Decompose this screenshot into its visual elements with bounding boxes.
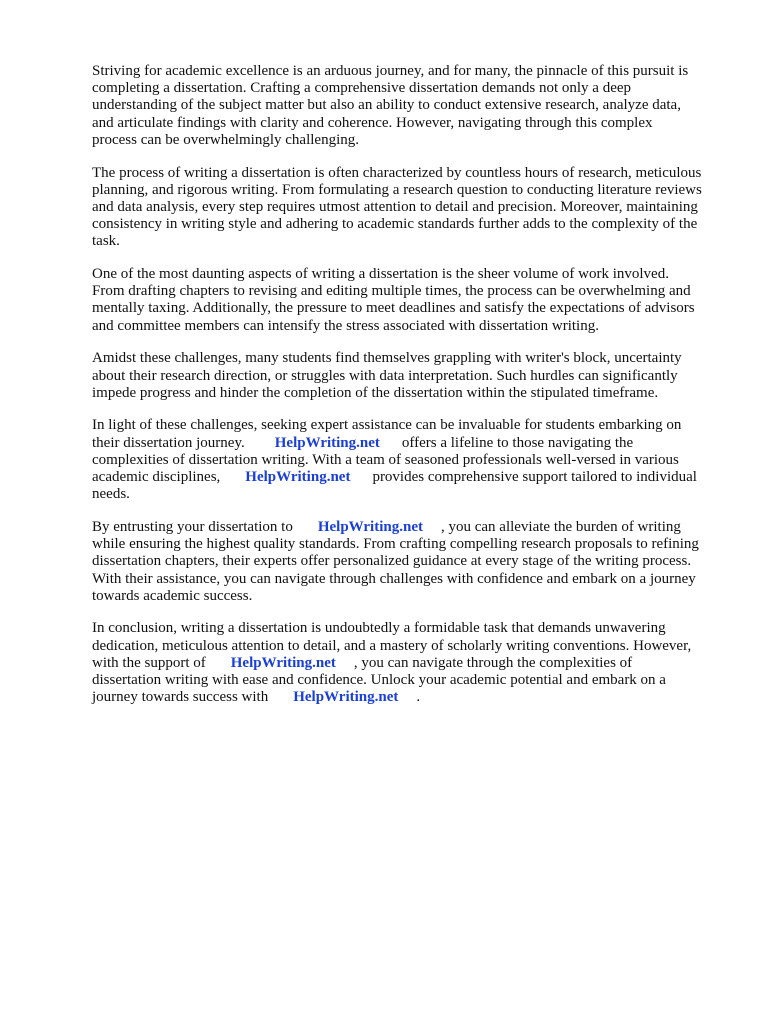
text-line: With their assistance, you can navigate through challenges with confidence and embark on a journey <box>92 570 696 587</box>
text-segment: . <box>416 689 421 706</box>
text-line: while ensuring the highest quality standards. From crafting compelling research proposals to refining <box>92 536 699 553</box>
text-line <box>92 435 732 452</box>
text-segment: offers a lifeline to those navigating the <box>401 434 634 451</box>
text-line: Amidst these challenges, many students find themselves grappling with writer's block, uncertainty <box>92 350 682 367</box>
text-line: One of the most daunting aspects of writing a dissertation is the sheer volume of work involved. <box>92 266 669 283</box>
text-line: understanding of the subject matter but also an ability to conduct extensive research, analyze data, <box>92 97 681 114</box>
text-segment: academic disciplines, <box>92 469 221 486</box>
helpwriting-link[interactable]: HelpWriting.net <box>245 469 351 486</box>
helpwriting-link[interactable]: HelpWriting.net <box>274 434 380 451</box>
text-segment: By entrusting your dissertation to <box>92 518 293 535</box>
paragraph-assistance <box>92 417 732 503</box>
helpwriting-link[interactable]: HelpWriting.net <box>317 518 423 535</box>
text-segment: their dissertation journey. <box>92 434 245 451</box>
text-line: dissertation chapters, their experts offer personalized guidance at every stage of the writing process. <box>92 553 692 570</box>
text-line: dissertation writing with ease and confidence. Unlock your academic potential and embark on a <box>92 672 666 689</box>
text-segment: provides comprehensive support tailored to individual <box>372 469 697 486</box>
paragraph-volume <box>92 266 732 335</box>
text-line: complexities of dissertation writing. With a team of seasoned professionals well-versed in various <box>92 451 679 468</box>
text-line: Striving for academic excellence is an arduous journey, and for many, the pinnacle of this pursuit is <box>92 63 689 79</box>
paragraph-intro <box>92 63 732 149</box>
text-line <box>92 469 732 486</box>
text-line <box>92 655 732 672</box>
text-line: In light of these challenges, seeking expert assistance can be invaluable for students embarking on <box>92 417 682 434</box>
text-line: task. <box>92 233 120 250</box>
text-line: The process of writing a dissertation is often characterized by countless hours of research, meticulous <box>92 164 702 181</box>
text-line: impede progress and hinder the completion of the dissertation within the stipulated timeframe. <box>92 384 659 401</box>
text-line <box>92 519 732 536</box>
text-line: and data analysis, every step requires utmost attention to detail and precision. Moreover, maintaining <box>92 198 698 215</box>
text-line: dedication, meticulous attention to detail, and a mastery of scholarly writing conventions. However, <box>92 637 692 654</box>
text-line: consistency in writing style and adhering to academic standards further adds to the complexity of the <box>92 216 698 233</box>
text-line: mentally taxing. Additionally, the pressure to meet deadlines and satisfy the expectations of advisors <box>92 300 695 317</box>
text-line: about their research direction, or struggles with data interpretation. Such hurdles can significantly <box>92 367 678 384</box>
paragraph-challenges <box>92 350 732 402</box>
document-page <box>92 63 732 722</box>
text-segment: , you can navigate through the complexities of <box>353 654 633 671</box>
text-line: In conclusion, writing a dissertation is undoubtedly a formidable task that demands unwavering <box>92 620 666 637</box>
helpwriting-link[interactable]: HelpWriting.net <box>293 689 399 706</box>
text-line: and committee members can intensify the stress associated with dissertation writing. <box>92 317 599 334</box>
paragraph-entrusting <box>92 519 732 605</box>
text-line: From drafting chapters to revising and editing multiple times, the process can be overwhelming and <box>92 283 691 300</box>
text-line: process can be overwhelmingly challenging. <box>92 131 359 148</box>
text-line: and articulate findings with clarity and coherence. However, navigating through this complex <box>92 114 653 131</box>
text-line: needs. <box>92 486 130 503</box>
text-line: planning, and rigorous writing. From formulating a research question to conducting literature reviews <box>92 181 702 198</box>
text-segment: journey towards success with <box>92 689 269 706</box>
helpwriting-link[interactable]: HelpWriting.net <box>230 654 336 671</box>
text-line: completing a dissertation. Crafting a comprehensive dissertation demands not only a deep <box>92 80 632 97</box>
text-segment: , you can alleviate the burden of writing <box>440 518 681 535</box>
text-segment: with the support of <box>92 654 206 671</box>
paragraph-conclusion <box>92 620 732 706</box>
paragraph-process <box>92 165 732 251</box>
text-line: towards academic success. <box>92 587 253 604</box>
text-line <box>92 689 732 706</box>
